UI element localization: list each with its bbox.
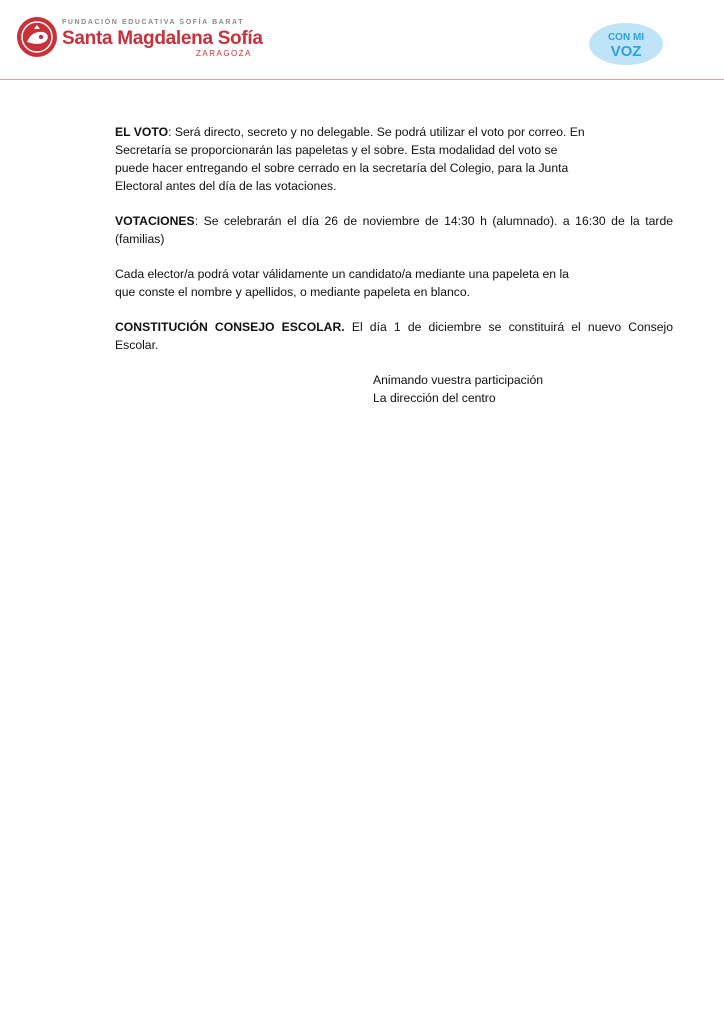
- paragraph-elector: [115, 265, 673, 301]
- campaign-logo-line1: CON MI: [607, 32, 645, 43]
- voto-label: EL VOTO: [115, 125, 169, 139]
- school-seal-icon: [16, 16, 58, 58]
- paragraph-constitucion: [115, 318, 673, 354]
- constitucion-label: CONSTITUCIÓN CONSEJO ESCOLAR.: [115, 320, 345, 334]
- voto-line-3: puede hacer entregando el sobre cerrado en la secretaría del Colegio, para la Junta: [115, 161, 569, 175]
- page-header: [0, 0, 724, 80]
- school-logo: [16, 14, 266, 62]
- signature-line-2: La dirección del centro: [373, 391, 496, 405]
- foundation-name: FUNDACIÓN EDUCATIVA SOFÍA BARAT: [62, 19, 245, 26]
- school-city: ZARAGOZA: [195, 49, 252, 58]
- constitucion-text: El día 1 de diciembre se constituirá el nuevo Consejo Escolar.: [115, 320, 673, 352]
- voto-line-4: Electoral antes del día de las votaciones.: [115, 179, 337, 193]
- votaciones-label: VOTACIONES: [115, 214, 195, 228]
- signature-line-1: Animando vuestra participación: [373, 373, 544, 387]
- document-body: [115, 123, 673, 407]
- paragraph-voto: [115, 123, 673, 195]
- elector-line-2: que conste el nombre y apellidos, o mediante papeleta en blanco.: [115, 285, 471, 299]
- elector-line-1: Cada elector/a podrá votar válidamente un candidato/a mediante una papeleta en la: [115, 267, 569, 281]
- campaign-logo-line2: VOZ: [610, 43, 642, 60]
- votaciones-text: : Se celebrarán el día 26 de noviembre de 14:30 h (alumnado). a 16:30 de la tarde (familias): [115, 214, 673, 246]
- signature-block: [373, 371, 673, 407]
- voto-line-1: : Será directo, secreto y no delegable. Se podrá utilizar el voto por correo. En: [168, 125, 585, 139]
- paragraph-votaciones: [115, 212, 673, 248]
- header-divider: [0, 79, 724, 80]
- school-name: Santa Magdalena Sofía: [62, 28, 263, 49]
- con-mi-voz-logo: [588, 22, 664, 66]
- voto-line-2: Secretaría se proporcionarán las papeletas y el sobre. Esta modalidad del voto se: [115, 143, 558, 157]
